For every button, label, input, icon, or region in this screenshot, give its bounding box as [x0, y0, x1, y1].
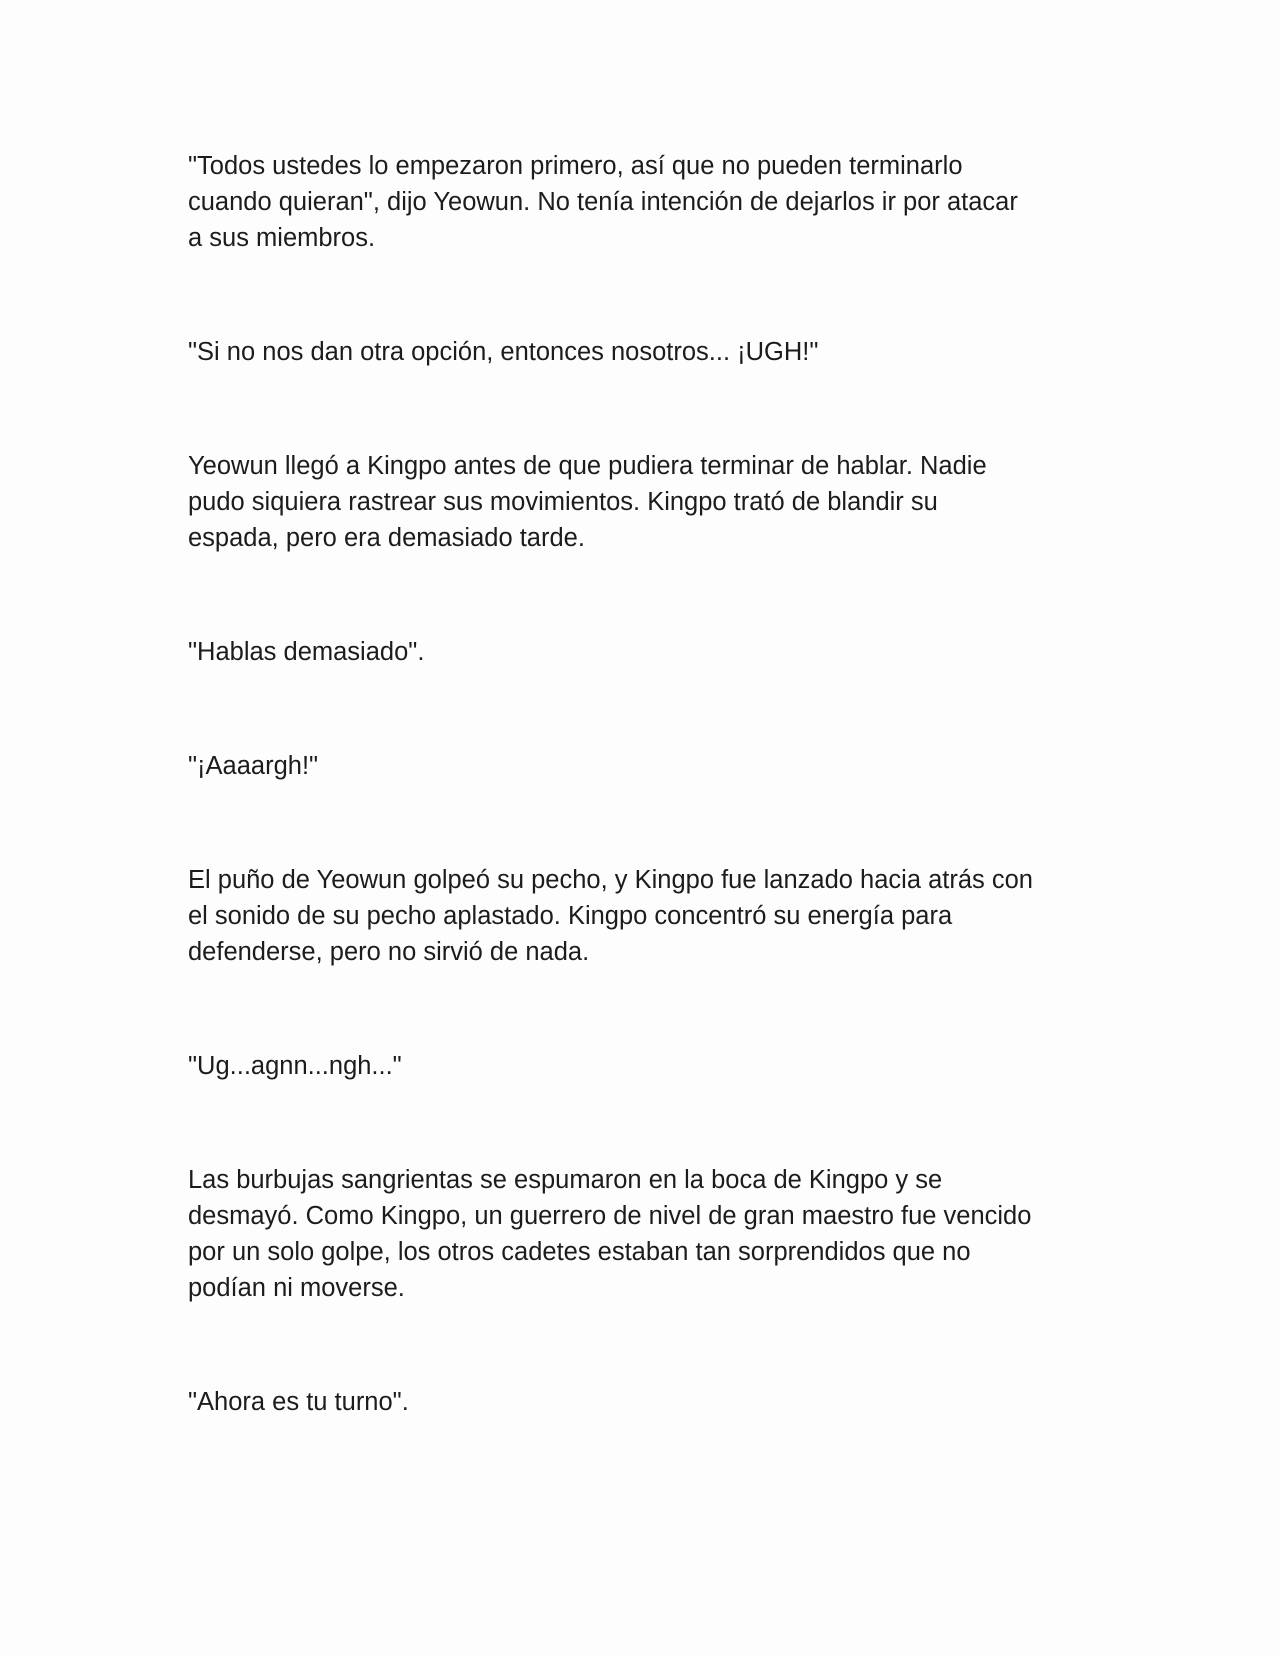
document-body	[188, 148, 1108, 1498]
paragraph: Las burbujas sangrientas se espumaron en la boca de Kingpo y se desmayó. Como Kingpo, un guerrero de nivel de gran maestro fue vencido por un solo golpe, los otros cadetes estaban tan sorprendidos que no podían ni moverse.	[188, 1166, 1032, 1302]
paragraph: "¡Aaaargh!"	[188, 752, 319, 780]
paragraph: "Hablas demasiado".	[188, 638, 425, 666]
paragraph: "Ug...agnn...ngh..."	[188, 1052, 402, 1080]
paragraph: Yeowun llegó a Kingpo antes de que pudiera terminar de hablar. Nadie pudo siquiera rastrear sus movimientos. Kingpo trató de blandir su espada, pero era demasiado tarde.	[188, 452, 987, 552]
paragraph: "Todos ustedes lo empezaron primero, así que no pueden terminarlo cuando quieran", dijo Yeowun. No tenía intención de dejarlos ir por atacar a sus miembros.	[188, 152, 1018, 252]
paragraph: "Si no nos dan otra opción, entonces nosotros... ¡UGH!"	[188, 338, 819, 366]
paragraph: "Ahora es tu turno".	[188, 1388, 409, 1416]
paragraph: El puño de Yeowun golpeó su pecho, y Kingpo fue lanzado hacia atrás con el sonido de su pecho aplastado. Kingpo concentró su energía para defenderse, pero no sirvió de nada.	[188, 866, 1033, 966]
